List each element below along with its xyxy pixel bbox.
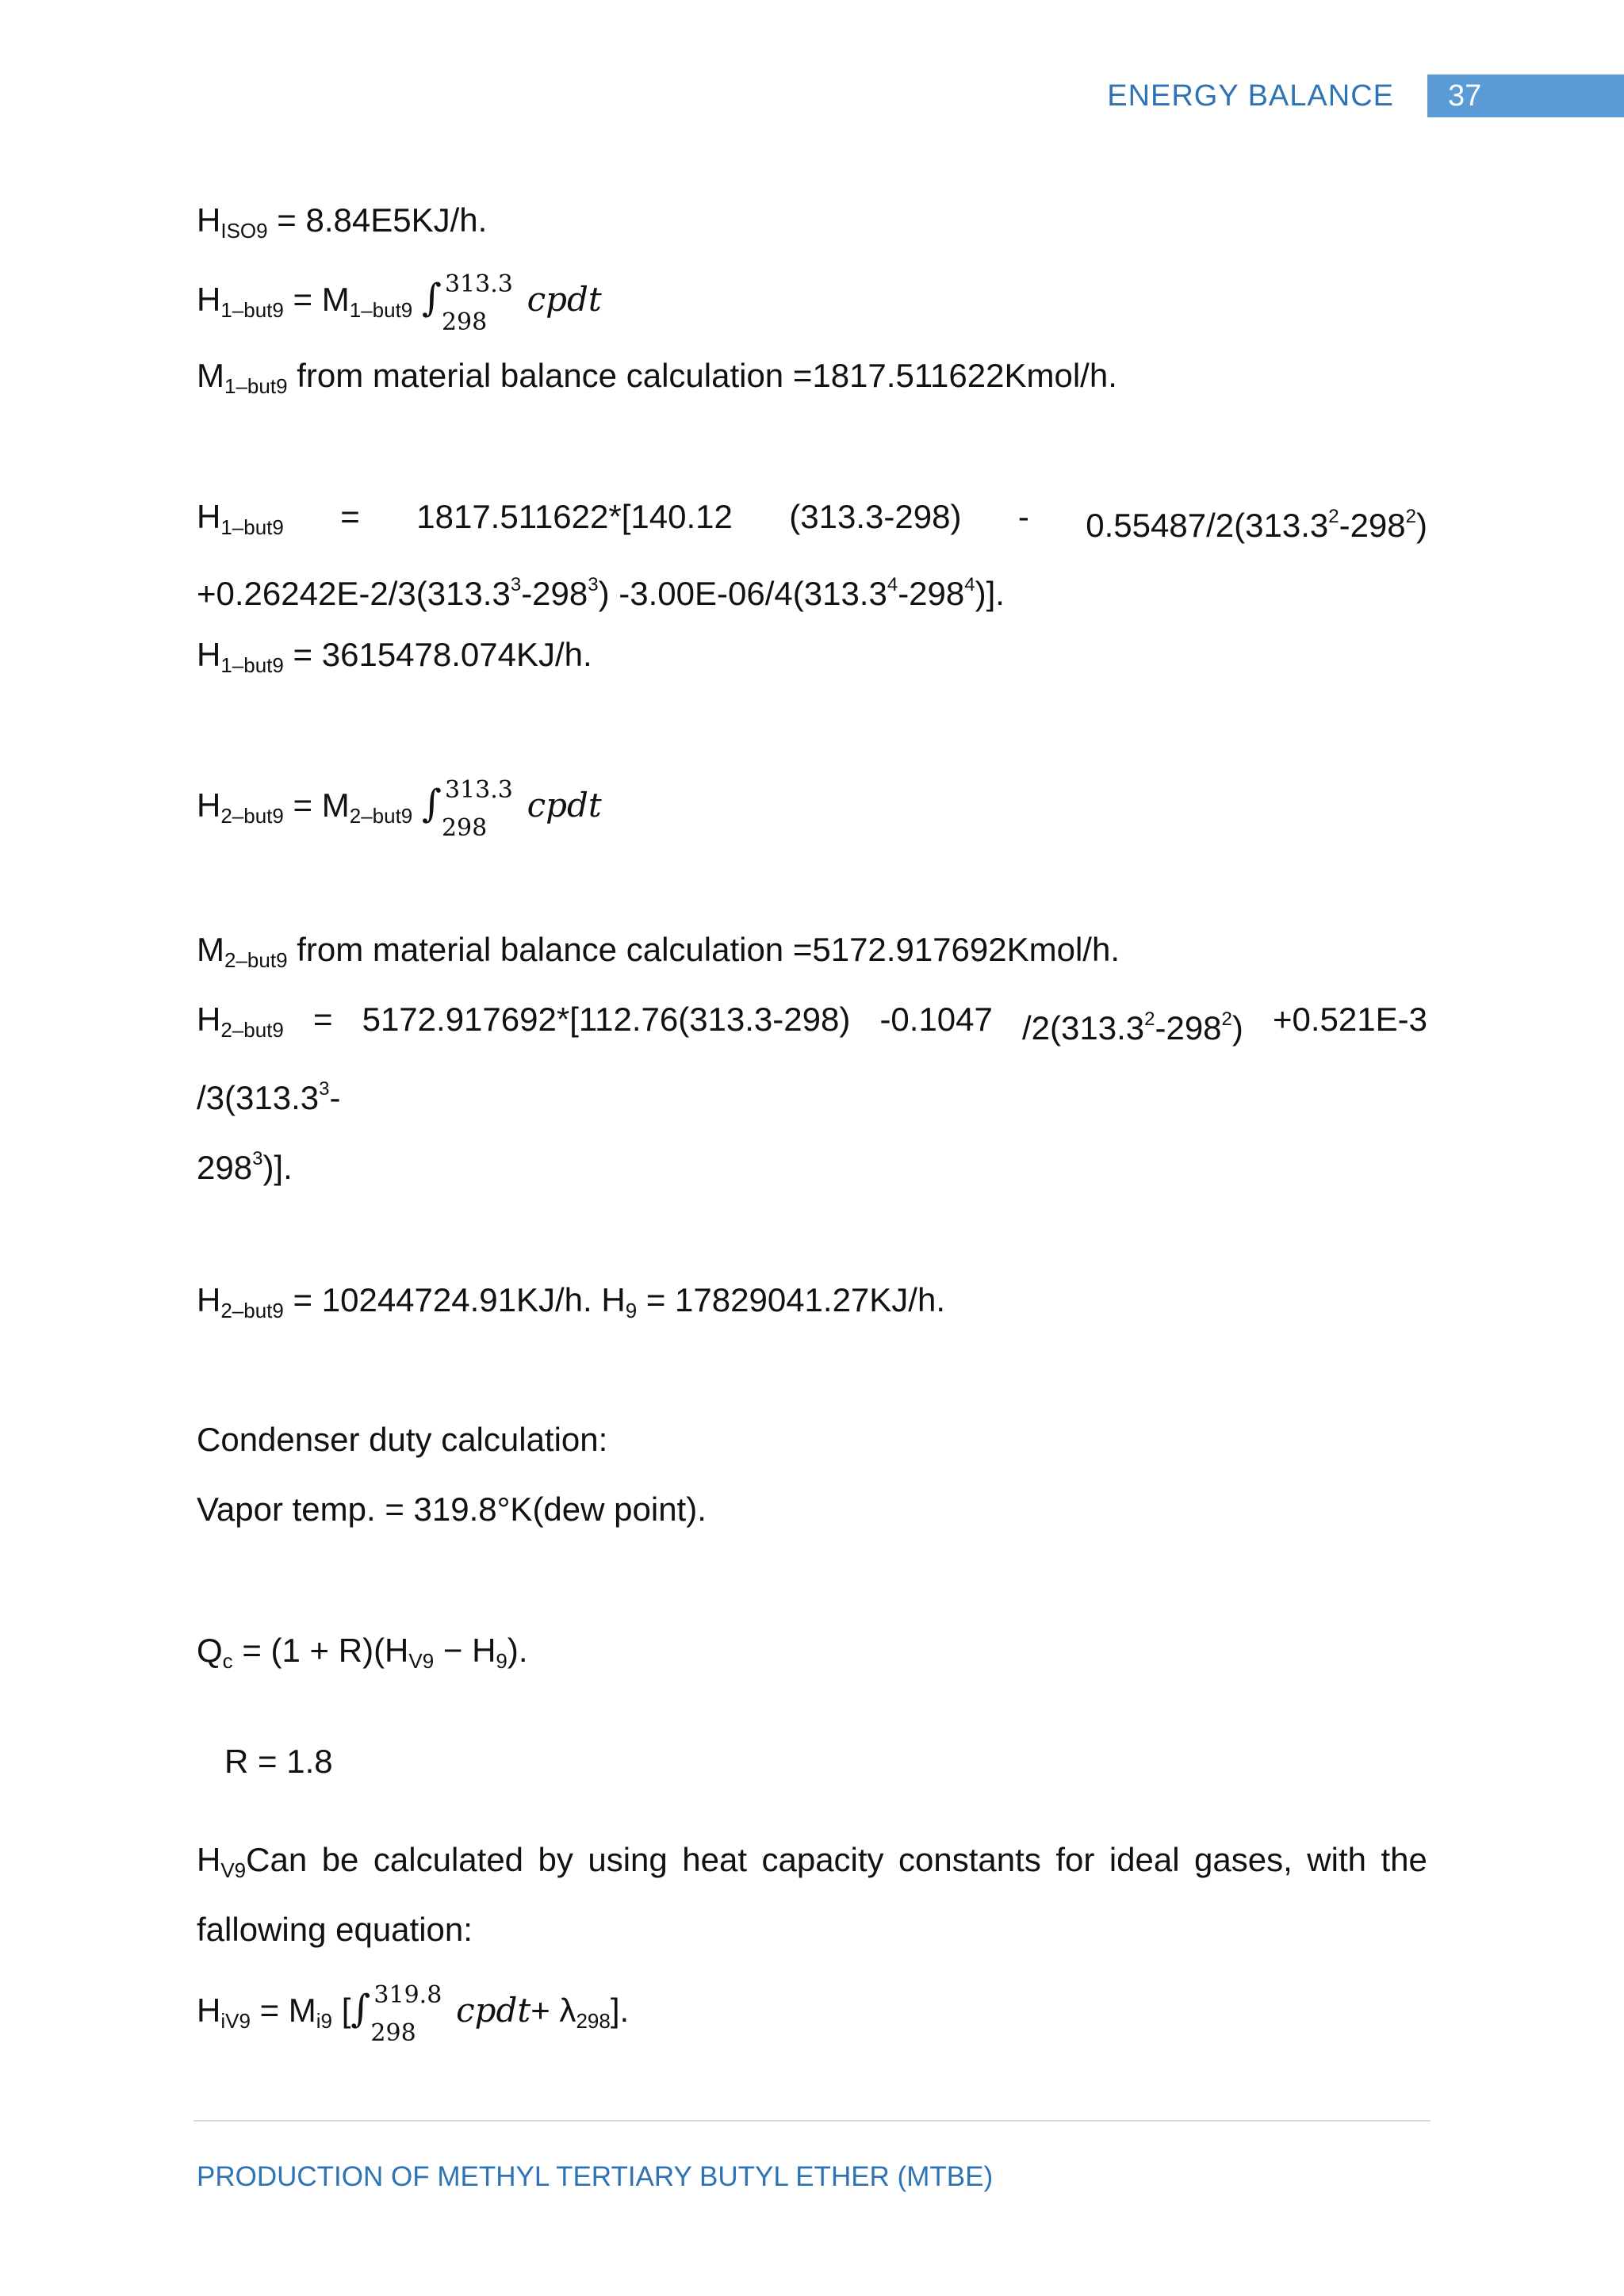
line-h1-but9-result: $H_{1-but9} = 3615478.074KJ/h$. — [197, 636, 592, 677]
line-h-iso9: $H_{ISO9} = 8.84E5KJ/h$. — [197, 201, 488, 243]
line-h1-but9-expansion: $H_{1-but9}$ = 1817.511622*[140.12 (313.3-298) - $0.55487/2(313.3^2-298^2)$ — [197, 498, 1427, 544]
line-h2-but9-h9-result: $H_{2-but9} = 10244724.91KJ/h$. $H_9 = 17829041.27KJ/h$. — [197, 1281, 945, 1322]
line-condenser-heading: Condenser duty calculation: — [197, 1421, 608, 1458]
page-number: 37 — [1427, 75, 1624, 117]
line-following-equation: fallowing equation: — [197, 1911, 473, 1948]
line-h2-but9-end: $298^3$)]. — [197, 1148, 293, 1186]
header-title: ENERGY BALANCE — [1107, 79, 1394, 113]
line-m2-but9: $M_{2-but9}$ from material balance calculation =5172.917692Kmol/h. — [197, 931, 1120, 972]
line-h1-but9-integral: $H_{1-but9} = M_{1-but9}$ ∫ 313.3 298 cpdt — [197, 270, 602, 336]
line-hv9-description: $H_{V9}Can$ be calculated by using heat capacity constants for ideal gases, with the — [197, 1841, 1427, 1882]
footer-divider — [193, 2120, 1431, 2122]
line-m1-but9: $M_{1-but9}$ from material balance calculation =1817.511622Kmol/h. — [197, 357, 1117, 398]
line-h1-but9-continued: $+0.26242E-2/3(313.3^3-298^3)$ $-3.00E-06/4(313.3^4-298^4)$]. — [197, 574, 1005, 612]
line-reflux-ratio: R = 1.8 — [215, 1743, 333, 1780]
line-hiv9-integral: $H_{iV9} = M_{i9}$ [∫ 319.8 298 cpdt+ $\lambda_{298}$]. — [197, 1980, 630, 2047]
line-h2-but9-integral: $H_{2-but9} = M_{2-but9}$ ∫ 313.3 298 cpdt — [197, 775, 602, 842]
line-vapor-temp: Vapor temp. = 319.8°K(dew point). — [197, 1490, 707, 1528]
line-h2-but9-continued: /3(313.3$^3$- — [197, 1078, 341, 1116]
line-h2-but9-expansion: $H_{2-but9}$ = 5172.917692*[112.76(313.3-298) -0.1047 $/2(313.3^2-298^2)$ +0.521E-3 — [197, 1001, 1427, 1047]
line-qc-equation: $Q_c = (1 + R)(H_{V9} - H_9)$. — [197, 1632, 528, 1673]
integral-sign: ∫ — [350, 1987, 371, 2031]
integral-sign: ∫ — [421, 782, 442, 826]
footer-title: PRODUCTION OF METHYL TERTIARY BUTYL ETHER (MTBE) — [197, 2161, 994, 2192]
integral-sign: ∫ — [421, 276, 442, 320]
